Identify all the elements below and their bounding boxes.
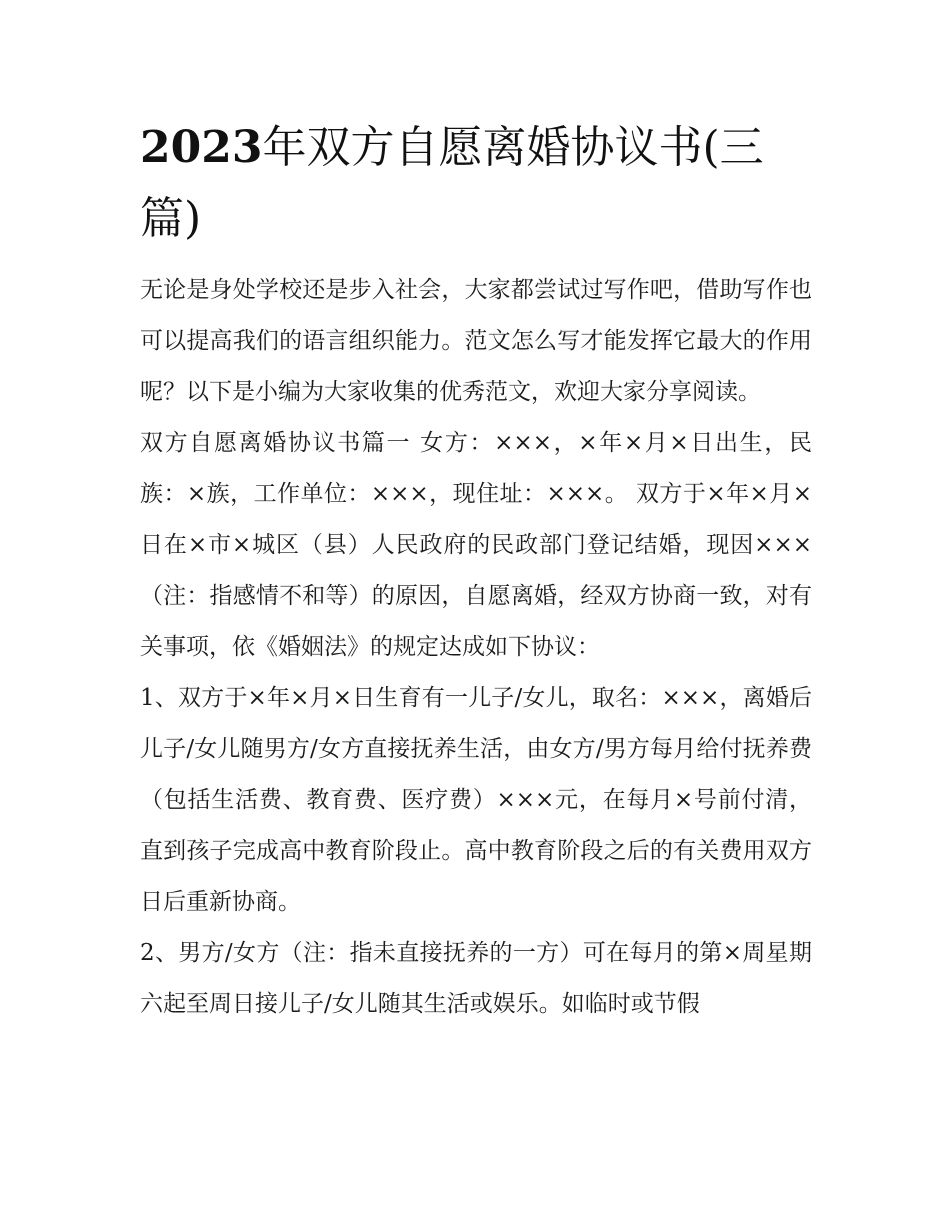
document-title: [140, 112, 780, 255]
document-page: [140, 112, 812, 1030]
agreement-intro-paragraph: 双方自愿离婚协议书篇一 女方：×××，×年×月×日出生，民族：×族，工作单位：×××，现住址：×××。 双方于×年×月×日在×市×城区（县）人民政府的民政部门登记结婚，现因×××（注：指感情不和等）的原因，自愿离婚，经双方协商一致，对有关事项，依《婚姻法》的规定达成如下协议：: [140, 429, 812, 660]
title-text: 年双方自愿离婚协议书(三篇): [140, 122, 764, 245]
document-body: [140, 265, 812, 1030]
clause-1-paragraph: 1、双方于×年×月×日生育有一儿子/女儿，取名：×××，离婚后儿子/女儿随男方/女方直接抚养生活，由女方/男方每月给付抚养费（包括生活费、教育费、医疗费）×××元，在每月×号前付清，直到孩子完成高中教育阶段止。高中教育阶段之后的有关费用双方日后重新协商。: [140, 684, 812, 915]
intro-paragraph: 无论是身处学校还是步入社会，大家都尝试过写作吧，借助写作也可以提高我们的语言组织能力。范文怎么写才能发挥它最大的作用呢？以下是小编为大家收集的优秀范文，欢迎大家分享阅读。: [140, 276, 812, 405]
title-year: 2023: [140, 122, 263, 173]
clause-2-paragraph: 2、男方/女方（注：指未直接抚养的一方）可在每月的第×周星期六起至周日接儿子/女儿随其生活或娱乐。如临时或节假: [140, 939, 812, 1017]
